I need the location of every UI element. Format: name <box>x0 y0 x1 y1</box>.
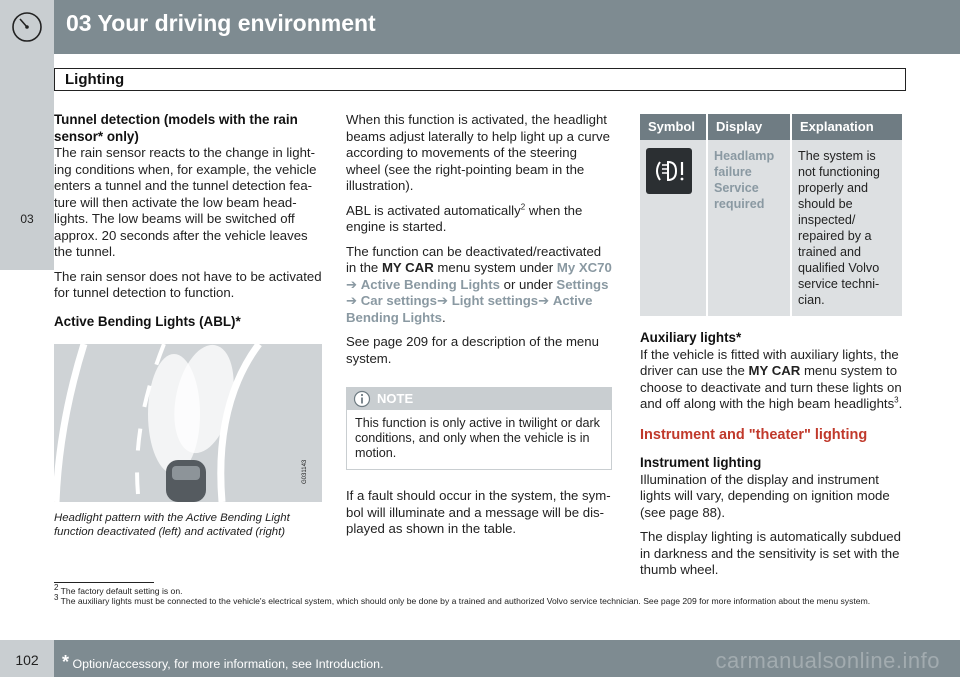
display-message: Headlamp failure Service required <box>714 149 775 211</box>
note-body: This function is only active in twilight or dark conditions, and only when the vehicle is in motion. <box>355 416 600 460</box>
page-number: 102 <box>15 652 39 668</box>
image-code: G031143 <box>302 459 308 484</box>
section-bar <box>54 68 906 91</box>
heading-active-bending-lights: Active Bending Lights (ABL)* <box>54 313 241 329</box>
table-header-explanation: Explanation <box>792 114 902 140</box>
menu-path-light-settings: Light settings <box>451 293 539 308</box>
heading-instrument-theater-lighting: Instrument and "theater" lighting <box>640 426 868 443</box>
footnote-ref-2: 2 <box>520 202 526 212</box>
table-cell-display <box>708 140 790 316</box>
arrow-icon: ➔ <box>436 293 449 308</box>
footnote-number: 2 <box>54 583 59 593</box>
note-header <box>347 388 611 410</box>
column-1 <box>54 112 322 539</box>
footer-note-text: Option/accessory, for more information, see Introduction. <box>69 657 384 671</box>
arrow-icon: ➔ <box>538 293 550 308</box>
footer-note <box>62 652 384 673</box>
footnote-number: 3 <box>54 593 59 603</box>
table-header-display: Display <box>708 114 790 140</box>
text: menu system under <box>433 260 557 275</box>
text: . <box>898 396 903 411</box>
footnote-ref-3: 3 <box>894 395 899 405</box>
arrow-icon: ➔ <box>346 293 358 308</box>
paragraph-instrument-1: Illumination of the display and instrument lights will vary, depending on ignition mode (see page 88). <box>640 471 890 520</box>
footnote-text: The factory default setting is on. <box>58 586 183 596</box>
section-title: Lighting <box>65 71 125 88</box>
table-row <box>640 140 902 316</box>
note-title: NOTE <box>377 391 414 406</box>
note-box <box>346 387 612 470</box>
paragraph-abl-3 <box>346 244 612 327</box>
my-car-label: MY CAR <box>381 260 434 275</box>
chapter-title: 03 Your driving environment <box>66 10 376 36</box>
table-header-symbol: Symbol <box>640 114 706 140</box>
paragraph-tunnel-2: The rain sensor does not have to be activated for tunnel detection to function. <box>54 268 322 300</box>
menu-path-active-bending-lights: Active Bending Lights <box>360 276 500 292</box>
speedometer-icon <box>10 10 44 44</box>
abl-illustration <box>54 344 322 502</box>
symbol-table <box>638 114 904 316</box>
table-cell-symbol <box>640 140 706 316</box>
text: The function can be deactivated/reactivated in the <box>346 243 602 275</box>
paragraph-abl-1: When this function is activated, the headlight beams adjust laterally to help light up a curve according to movements of the steering wheel (see the right-pointing beam in the illustration). <box>346 112 610 193</box>
arrow-icon: ➔ <box>346 276 358 292</box>
column-2 <box>346 112 612 546</box>
paragraph-tunnel-1: The rain sensor reacts to the change in light-ing conditions when, for example, the vehicle enters a tunnel and the tunnel detection fea-ture will then activate the low beam head-lights. The low beams will be switched off approx. 20 seconds after the vehicle leaves the tunnel. <box>54 145 317 259</box>
side-tab-label: 03 <box>20 212 34 226</box>
page-number-box <box>0 640 54 677</box>
footnote-text: The auxiliary lights must be connected to the vehicle's electrical system, which should only be done by a trained and authorized Volvo service technician. See page 209 for more information about the menu system. <box>58 596 871 607</box>
info-icon <box>353 390 371 408</box>
footnote-2 <box>54 583 906 596</box>
footer-star: * <box>62 652 70 672</box>
paragraph-instrument-2: The display lighting is automatically subdued in darkness and the sensitivity is set with the thumb wheel. <box>640 529 901 577</box>
watermark: carmanualsonline.info <box>715 648 940 673</box>
footnotes <box>54 583 906 607</box>
heading-tunnel-detection: Tunnel detection (models with the rain sensor* only) <box>54 112 298 144</box>
paragraph-abl-2 <box>346 203 612 236</box>
figure-caption: Headlight pattern with the Active Bending Light function deactivated (left) and activated (right) <box>54 512 290 538</box>
table-cell-explanation <box>792 140 902 316</box>
heading-instrument-lighting: Instrument lighting <box>640 455 762 470</box>
page-footer <box>0 640 960 677</box>
explanation-text: The system is not functioning properly and should be inspected/ repaired by a trained and qualified Volvo service techni-cian. <box>798 149 880 307</box>
footnote-3 <box>54 593 906 607</box>
table-header-row <box>640 114 902 140</box>
chapter-side-tab <box>0 54 54 270</box>
text: If the vehicle is fitted with auxiliary lights, the driver can use the <box>640 346 899 378</box>
paragraph-auxiliary <box>640 347 906 413</box>
paragraph-abl-5: If a fault should occur in the system, the sym-bol will illuminate and a message will be dis-played as shown in the table. <box>346 488 611 536</box>
text: ABL is activated automatically <box>346 202 521 218</box>
menu-path-my-xc70: My XC70 <box>556 260 612 275</box>
headlamp-failure-icon <box>646 148 692 194</box>
chapter-header <box>0 0 960 54</box>
text: when the engine is started. <box>346 202 583 234</box>
column-3 <box>640 112 906 587</box>
road-beam-illustration <box>54 344 322 502</box>
speedometer-icon-box <box>0 0 54 54</box>
text: menu system to choose to deactivate and turn these lights on and off along with the high beam headlights <box>640 363 902 411</box>
paragraph-abl-4: See page 209 for a description of the menu system. <box>346 334 599 366</box>
heading-auxiliary-lights: Auxiliary lights* <box>640 330 742 345</box>
footnote-divider <box>54 582 154 583</box>
my-car-label: MY CAR <box>748 363 801 378</box>
menu-path-active-bending-lights-2: Active Bending Lights <box>346 293 593 325</box>
menu-path-car-settings: Car settings <box>360 293 437 308</box>
text: or under <box>499 276 557 292</box>
text: . <box>441 309 446 325</box>
menu-path-settings: Settings <box>556 276 609 292</box>
